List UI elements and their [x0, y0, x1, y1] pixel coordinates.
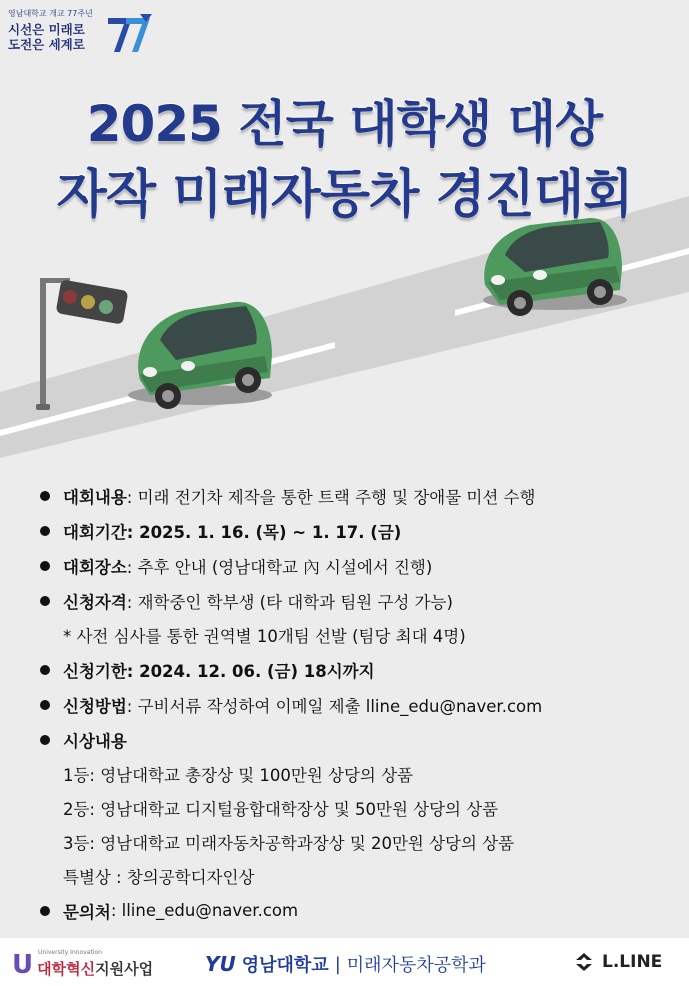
- content-value: : 미래 전기차 제작을 통한 트랙 주행 및 장애물 미션 수행: [126, 487, 536, 507]
- innovation-logo: [12, 950, 153, 980]
- lline-mark-icon: [572, 950, 596, 974]
- awards-label: 시상내용: [63, 731, 127, 751]
- list-item: [40, 687, 670, 722]
- list-item: [40, 583, 670, 618]
- list-item: [40, 652, 670, 687]
- bullet-icon: [40, 665, 50, 675]
- slogan-line-2: 도전은 세계로: [8, 37, 85, 52]
- list-item: [40, 893, 670, 928]
- venue-label: 대회장소: [63, 557, 127, 577]
- lline-logo: [572, 950, 662, 974]
- award-item: 3등: 영남대학교 미래자동차공학과장상 및 20만원 상당의 상품: [63, 834, 515, 853]
- venue-value: : 추후 안내 (영남대학교 內 시설에서 진행): [126, 557, 433, 577]
- contact-label: 문의처: [63, 902, 111, 922]
- list-item: [40, 513, 670, 548]
- title-line-1: 2025 전국 대학생 대상: [86, 95, 603, 153]
- eligibility-note: * 사전 심사를 통한 권역별 10개팀 선발 (팀당 최대 4명): [63, 627, 466, 646]
- bullet-icon: [40, 596, 50, 606]
- yu-logo: YU: [205, 952, 236, 976]
- award-item: 특별상 : 창의공학디자인상: [63, 868, 255, 887]
- innovation-small-text: University Innovation: [38, 949, 102, 956]
- road-scene: [0, 0, 689, 480]
- innovation-red-text: 대학혁신: [37, 959, 96, 978]
- slogan-line-1: 시선은 미래로: [8, 22, 85, 37]
- car-icon: [128, 302, 272, 409]
- anniversary-77-logo-icon: [102, 12, 154, 56]
- award-item: 2등: 영남대학교 디지털융합대학장상 및 50만원 상당의 상품: [63, 800, 499, 819]
- title-line-2: 자작 미래자동차 경진대회: [56, 165, 633, 225]
- bullet-icon: [40, 906, 50, 916]
- car-icon: [483, 218, 627, 316]
- innovation-u-icon: U: [12, 950, 34, 980]
- anniversary-brand: [8, 8, 93, 52]
- university-name: 영남대학교: [241, 955, 329, 976]
- eligibility-label: 신청자격: [63, 592, 127, 612]
- list-item: [40, 478, 670, 513]
- bullet-icon: [40, 700, 50, 710]
- bullet-icon: [40, 491, 50, 501]
- bullet-icon: [40, 735, 50, 745]
- contact-value: : lline_edu@naver.com: [110, 901, 299, 920]
- footer: [0, 938, 689, 986]
- logo-separator: |: [334, 953, 341, 975]
- period-label: 대회기간: 2025. 1. 16. (목) ~ 1. 17. (금): [63, 522, 402, 542]
- deadline-label: 신청기한: 2024. 12. 06. (금) 18시까지: [63, 661, 375, 681]
- university-logo: [205, 951, 486, 977]
- bullet-icon: [40, 561, 50, 571]
- list-item: [40, 548, 670, 583]
- content-label: 대회내용: [63, 487, 127, 507]
- innovation-black-text: 지원사업: [95, 959, 154, 978]
- list-item: [40, 722, 670, 757]
- bullet-icon: [40, 526, 50, 536]
- lline-text: L.LINE: [602, 952, 663, 972]
- method-value: : 구비서류 작성하여 이메일 제출 lline_edu@naver.com: [126, 696, 543, 716]
- award-item: 1등: 영남대학교 총장상 및 100만원 상당의 상품: [63, 766, 413, 785]
- eligibility-value: : 재학중인 학부생 (타 대학과 팀원 구성 가능): [126, 592, 453, 612]
- department-name: 미래자동차공학과: [346, 955, 486, 976]
- info-list: [40, 478, 670, 928]
- anniversary-text: 영남대학교 개교 77주년: [8, 9, 93, 18]
- method-label: 신청방법: [63, 696, 127, 716]
